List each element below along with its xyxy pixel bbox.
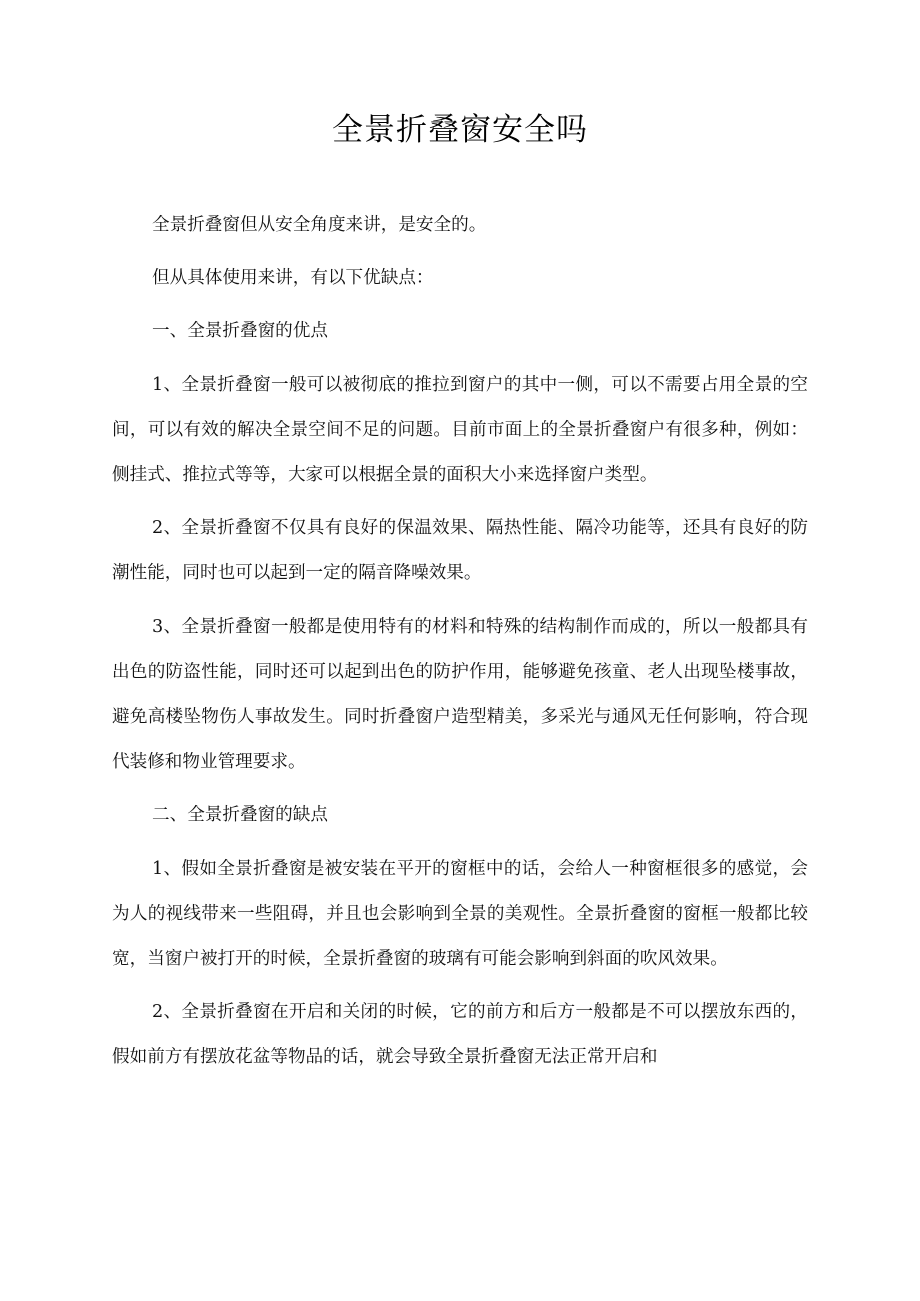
paragraph-intro: 全景折叠窗但从安全角度来讲，是安全的。: [152, 215, 487, 235]
paragraph-pros-cons-lead: 但从具体使用来讲，有以下优缺点：: [152, 268, 434, 289]
section-heading-advantages: 一、全景折叠窗的优点: [152, 321, 328, 342]
document-title: 全景折叠窗安全吗: [332, 112, 588, 148]
paragraph-disadvantage-1: 1、假如全景折叠窗是被安装在平开的窗框中的话，会给人一种窗框很多的感觉，会为人的视线带来一些阻碍，并且也会影响到全景的美观性。全景折叠窗的窗框一般都比较宽，当窗户被打开的时候，全景折叠窗的玻璃有可能会影响到斜面的吹风效果。: [112, 858, 808, 970]
paragraph-advantage-2: 2、全景折叠窗不仅具有良好的保温效果、隔热性能、隔冷功能等，还具有良好的防潮性能，同时也可以起到一定的隔音降噪效果。: [112, 518, 808, 584]
paragraph-disadvantage-2: 2、全景折叠窗在开启和关闭的时候，它的前方和后方一般都是不可以摆放东西的，假如前方有摆放花盆等物品的话，就会导致全景折叠窗无法正常开启和: [112, 1002, 808, 1068]
paragraph-advantage-3: 3、全景折叠窗一般都是使用特有的材料和特殊的结构制作而成的，所以一般都具有出色的防盗性能，同时还可以起到出色的防护作用，能够避免孩童、老人出现坠楼事故，避免高楼坠物伤人事故发生。同时折叠窗户造型精美，多采光与通风无任何影响，符合现代装修和物业管理要求。: [112, 616, 808, 773]
document-body: [112, 203, 808, 1081]
paragraph-advantage-1: 1、全景折叠窗一般可以被彻底的推拉到窗户的其中一侧，可以不需要占用全景的空间，可以有效的解决全景空间不足的问题。目前市面上的全景折叠窗户有很多种，例如：侧挂式、推拉式等等，大家可以根据全景的面积大小来选择窗户类型。: [112, 374, 808, 486]
section-heading-disadvantages: 二、全景折叠窗的缺点: [152, 805, 328, 826]
